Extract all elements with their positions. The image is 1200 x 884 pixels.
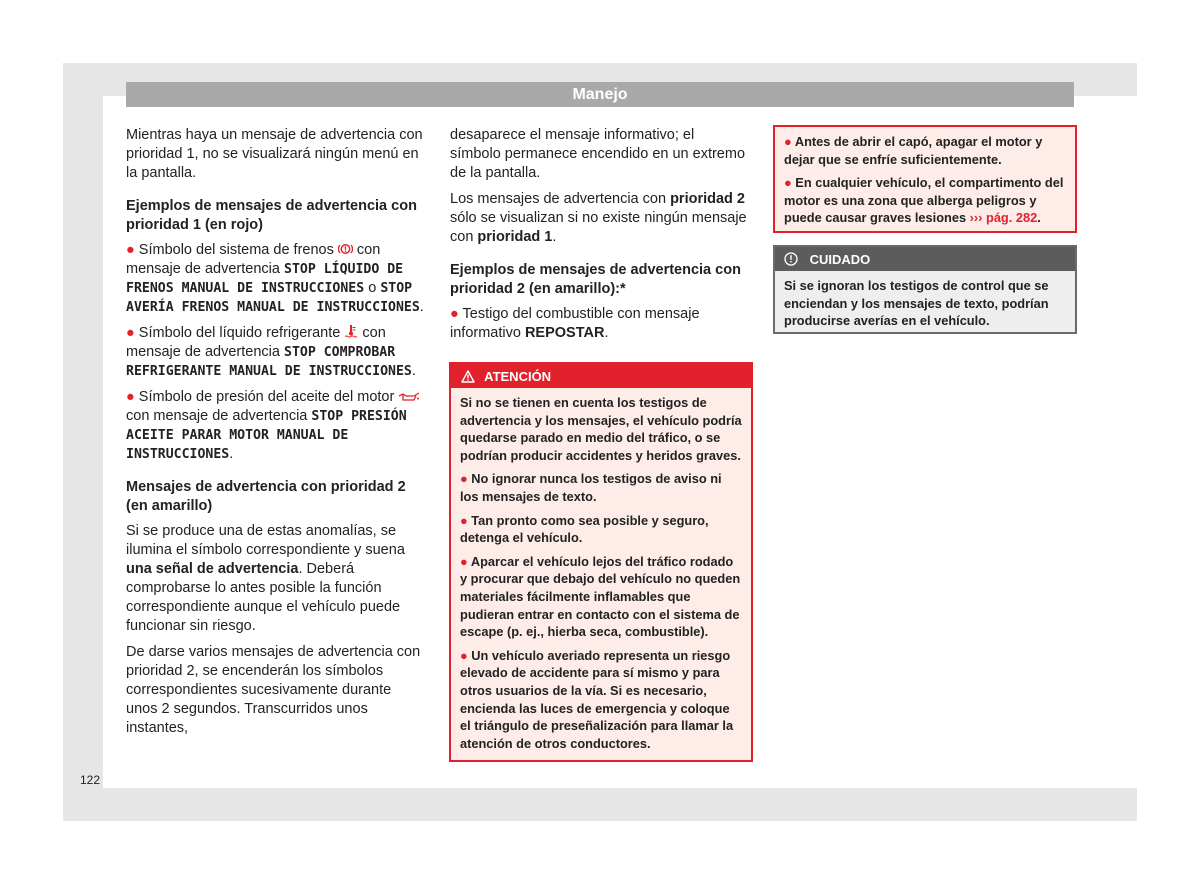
coolant-temperature-icon [344,324,358,343]
list-item-oil: ● Símbolo de presión del aceite del motor con mensaje de advertencia STOP PRESIÓN ACEITE PARAR MOTOR MANUAL DE INSTRUCCIONES. [126,388,426,464]
warning-item: ● Aparcar el vehículo lejos del tráfico rodado y procurar que debajo del vehículo no queden materiales fácilmente inflamables que pudieran entrar en contacto con el sistema de escape (p. ej., hierba seca, combustible). [460,553,741,640]
info-circle-icon [784,249,798,275]
intro-paragraph: Mientras haya un mensaje de advertencia con prioridad 1, no se visualizará ningún menú en la pantalla. [126,127,423,181]
warning-triangle-icon [461,366,475,391]
bullet-icon: ● [126,242,135,258]
caution-body: Si se ignoran los testigos de control que se enciendan y los mensajes de texto, podrían producirse averías en el vehículo. [784,278,1049,329]
priority-2-paragraph: Si se produce una de estas anomalías, se ilumina el símbolo correspondiente y suena una señal de advertencia. Deberá comprobarse lo antes posible la función correspondiente aunque el vehículo puede funcionar sin riesgo. [126,523,405,634]
warning-item: ● En cualquier vehículo, el compartimento del motor es una zona que alberga peligros y puede causar graves lesiones ››› pág. 282. [784,175,1064,226]
heading-examples-priority-2: Ejemplos de mensajes de advertencia con prioridad 2 (en amarillo):* [450,262,741,297]
caution-header: CUIDADO [775,247,1075,271]
warning-continuation-box [773,125,1077,233]
bullet-icon: ● [126,325,135,341]
several-messages-paragraph: De darse varios mensajes de advertencia con prioridad 2, se encenderán los símbolos correspondientes sucesivamente durante unos 2 segundos. Transcurridos unos instantes, [126,644,421,736]
continuation-paragraph: desaparece el mensaje informativo; el símbolo permanece encendido en un extremo de la pantalla. [450,127,746,181]
caution-box [773,245,1077,334]
brake-warning-icon [338,241,353,260]
oil-pressure-icon [398,388,420,407]
list-item-coolant: ● Símbolo del líquido refrigerante con mensaje de advertencia STOP COMPROBAR REFRIGERANTE MANUAL DE INSTRUCCIONES. [126,325,416,379]
column-1 [126,126,426,745]
warning-box [449,362,753,762]
warning-body [451,388,751,760]
heading-priority-2: Mensajes de advertencia con prioridad 2 (en amarillo) [126,479,406,514]
warning-header: ATENCIÓN [451,364,751,388]
page-number: 122 [80,773,101,787]
warning-continuation-body [775,127,1075,231]
list-item-brake: ● Símbolo del sistema de frenos con mensaje de advertencia STOP LÍQUIDO DE FRENOS MANUAL DE INSTRUCCIONES o STOP AVERÍA FRENOS MANUAL DE INSTRUCCIONES. [126,242,424,315]
heading-priority-1: Ejemplos de mensajes de advertencia con prioridad 1 (en rojo) [126,198,417,233]
warning-item: ● Antes de abrir el capó, apagar el motor y dejar que se enfríe suficientemente. [784,134,1043,167]
list-item-fuel: ● Testigo del combustible con mensaje informativo REPOSTAR. [450,306,700,341]
priority-2-only-paragraph: Los mensajes de advertencia con prioridad 2 sólo se visualizan si no existe ningún mensaje con prioridad 1. [450,191,747,245]
warning-item: ● No ignorar nunca los testigos de aviso ni los mensajes de texto. [460,471,722,504]
column-2 [450,126,748,350]
bullet-icon: ● [126,389,135,405]
bullet-icon: ● [450,306,459,322]
warning-item: ● Un vehículo averiado representa un riesgo elevado de accidente para sí mismo y para otros usuarios de la vía. Si es necesario, encienda las luces de emergencia y coloque el triángulo de preseñalización para llamar la atención de otros conductores. [460,647,734,751]
warning-item: ● Tan pronto como sea posible y seguro, detenga el vehículo. [460,512,709,546]
page-reference-link[interactable]: ››› pág. 282 [969,210,1038,226]
warning-intro: Si no se tienen en cuenta los testigos de advertencia y los mensajes, el vehículo podría quedarse parado en medio del tráfico, o se podrían producir accidentes y heridos graves. [460,395,742,463]
section-header: Manejo [126,82,1074,107]
